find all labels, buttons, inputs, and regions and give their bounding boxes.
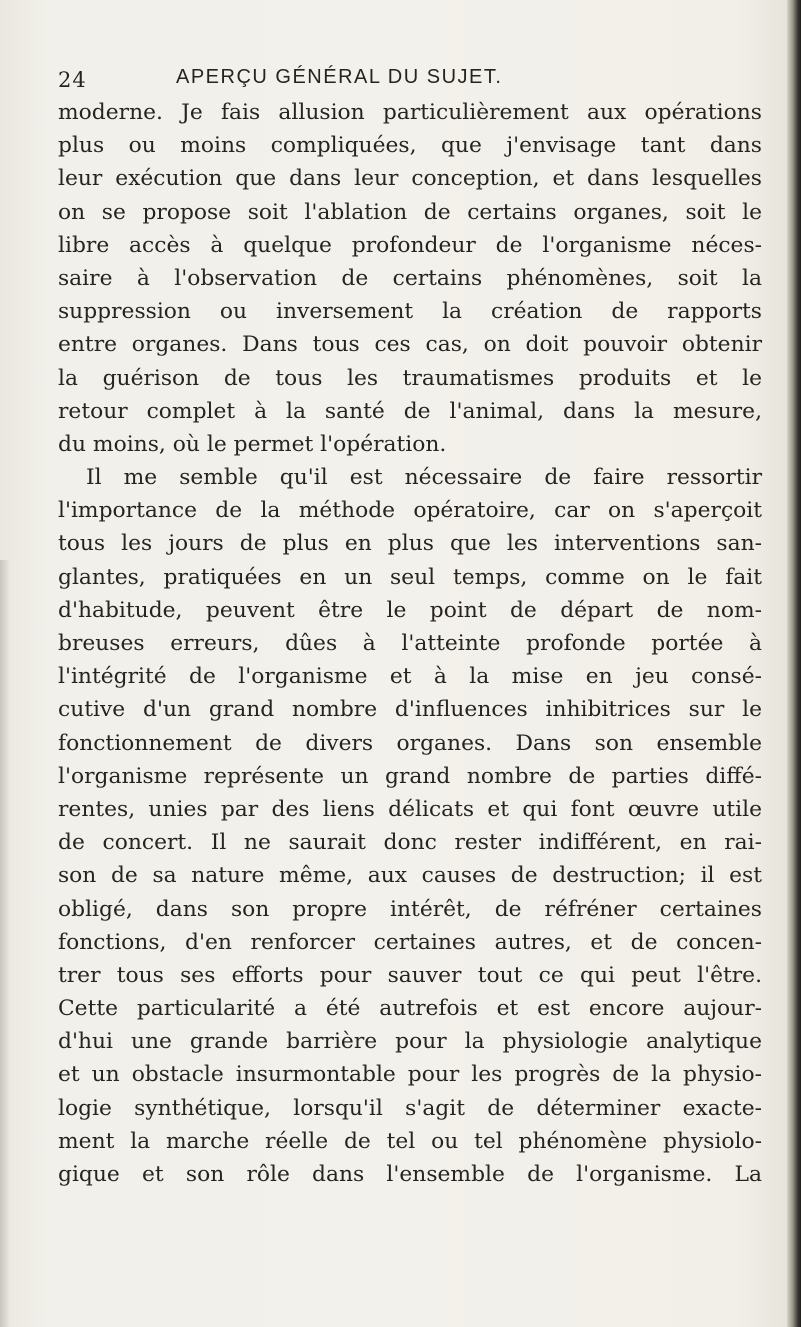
text-line: d'hui une grande barrière pour la physiologie analytique [58,1029,762,1055]
text-line: plus ou moins compliquées, que j'envisage tant dans [58,133,762,159]
text-line: du moins, où le permet l'opération. [58,431,447,457]
text-line: saire à l'observation de certains phénomènes, soit la [58,265,762,291]
text-line: l'intégrité de l'organisme et à la mise en jeu consé- [58,664,762,690]
text-line: trer tous ses efforts pour sauver tout ce qui peut l'être. [58,962,762,988]
text-line: et un obstacle insurmontable pour les progrès de la physio- [58,1062,762,1088]
text-line: Cette particularité a été autrefois et est encore aujour- [58,996,762,1022]
text-line: Il me semble qu'il est nécessaire de faire ressortir [86,465,762,491]
text-line: entre organes. Dans tous ces cas, on doit pouvoir obtenir [58,332,762,358]
text-line: l'organisme représente un grand nombre de parties diffé- [58,763,762,789]
text-line: de concert. Il ne saurait donc rester indifférent, en rai- [58,830,762,856]
text-line: cutive d'un grand nombre d'influences inhibitrices sur le [58,697,762,723]
text-line: rentes, unies par des liens délicats et qui font œuvre utile [58,796,762,822]
text-line: obligé, dans son propre intérêt, de réfréner certaines [58,896,762,922]
page-number: 24 [58,68,87,92]
text-line: on se propose soit l'ablation de certains organes, soit le [58,199,762,225]
text-line: gique et son rôle dans l'ensemble de l'organisme. La [58,1162,762,1187]
text-line: retour complet à la santé de l'animal, dans la mesure, [58,398,762,424]
text-line: breuses erreurs, dûes à l'atteinte profonde portée à [58,631,762,656]
text-line: ment la marche réelle de tel ou tel phénomène physiolo- [58,1128,762,1154]
text-line: leur exécution que dans leur conception, et dans lesquelles [58,166,762,192]
text-line: suppression ou inversement la création de rapports [58,299,762,325]
body-text [58,96,762,1191]
page-header [58,64,758,94]
page-gutter-shadow [0,560,10,1327]
text-line: libre accès à quelque profondeur de l'organisme néces- [58,232,762,258]
text-line: fonctions, d'en renforcer certaines autres, et de concen- [58,929,762,955]
text-line: d'habitude, peuvent être le point de départ de nom- [58,597,762,623]
text-line: glantes, pratiquées en un seul temps, comme on le fait [58,564,762,590]
text-line: la guérison de tous les traumatismes produits et le [58,365,762,391]
text-line: l'importance de la méthode opératoire, car on s'aperçoit [58,498,762,524]
text-line: fonctionnement de divers organes. Dans son ensemble [58,730,762,756]
running-title: APERÇU GÉNÉRAL DU SUJET. [176,66,503,88]
text-line: tous les jours de plus en plus que les interventions san- [58,531,762,557]
text-line: son de sa nature même, aux causes de destruction; il est [58,863,762,889]
text-line: logie synthétique, lorsqu'il s'agit de déterminer exacte- [58,1095,762,1121]
page-edge [787,0,801,1327]
text-line: moderne. Je fais allusion particulièrement aux opérations [58,100,762,125]
